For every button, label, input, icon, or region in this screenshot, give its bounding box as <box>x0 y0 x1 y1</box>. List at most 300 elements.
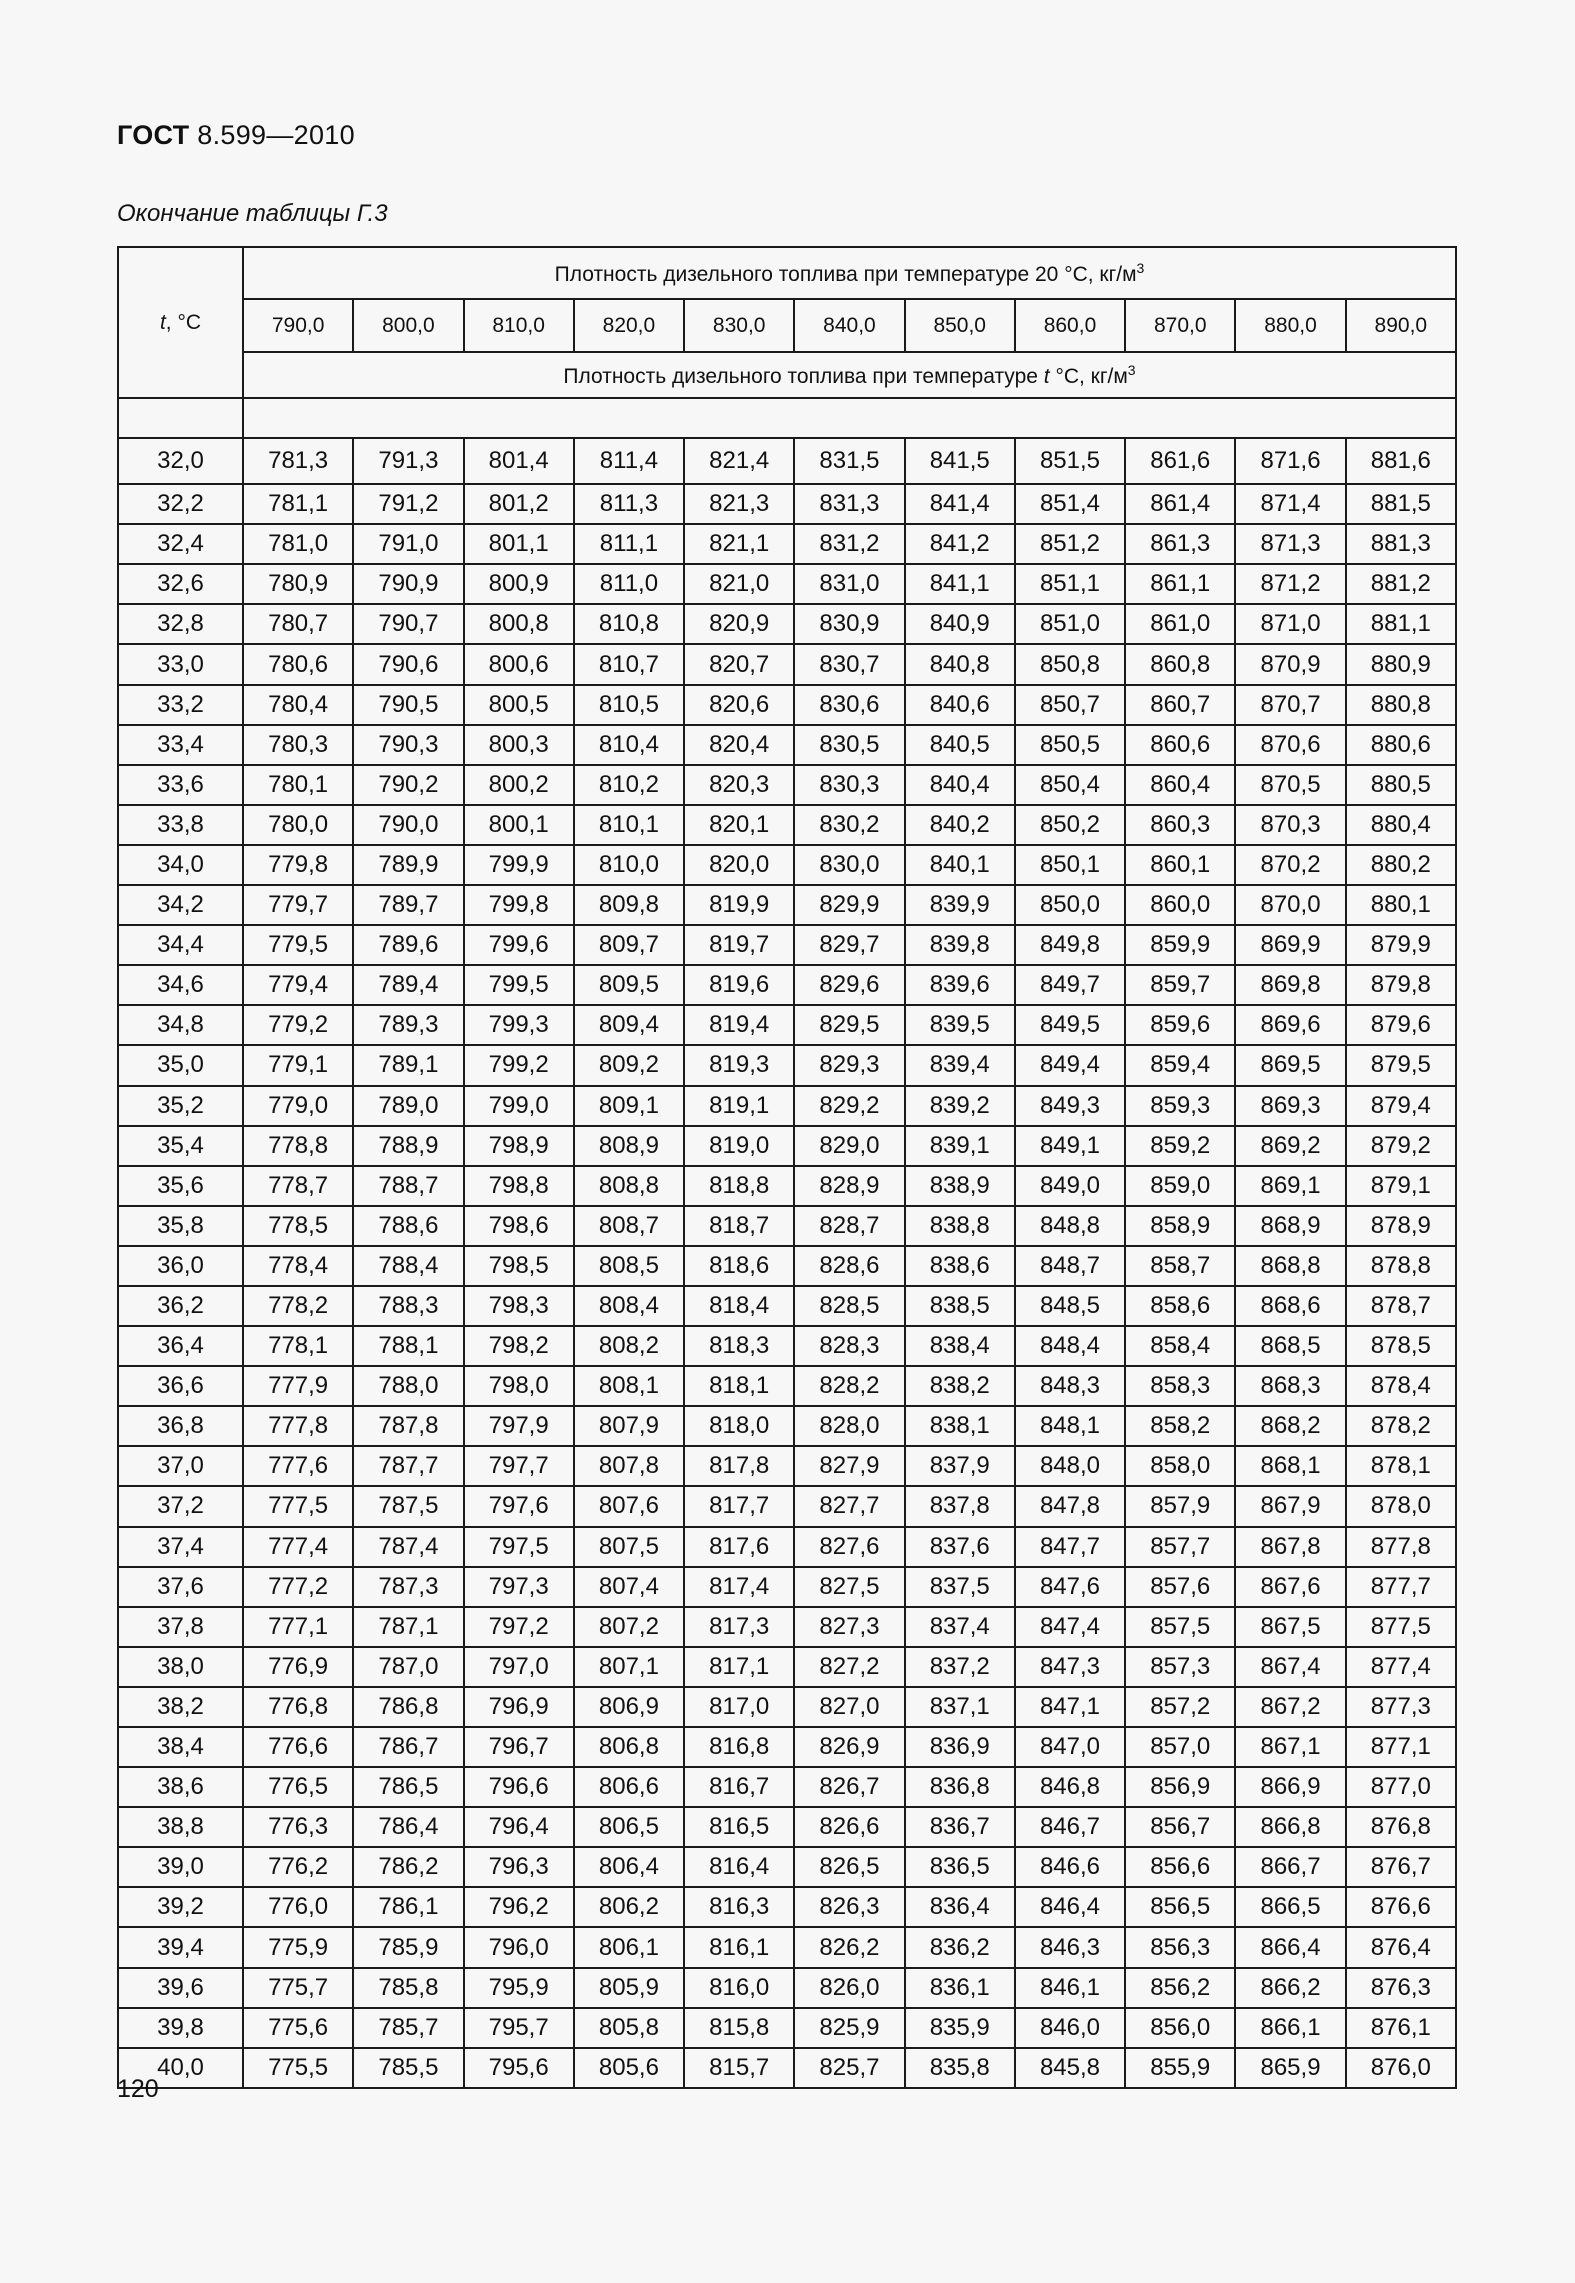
density-cell: 830,9 <box>794 604 904 644</box>
density-cell: 820,0 <box>684 845 794 885</box>
density-cell: 788,7 <box>353 1166 463 1206</box>
density-cell: 800,6 <box>464 644 574 684</box>
density-cell: 799,3 <box>464 1005 574 1045</box>
density-cell: 786,4 <box>353 1807 463 1847</box>
density-cell: 818,4 <box>684 1286 794 1326</box>
density-cell: 780,9 <box>243 564 353 604</box>
density-cell: 869,8 <box>1235 965 1345 1005</box>
density-cell: 846,0 <box>1015 2008 1125 2048</box>
table-row <box>118 1567 1456 1607</box>
density-cell: 808,1 <box>574 1366 684 1406</box>
density-cell: 809,4 <box>574 1005 684 1045</box>
header-gap-row <box>118 398 1456 438</box>
density-cell: 815,8 <box>684 2008 794 2048</box>
density-column-header: 840,0 <box>794 299 904 352</box>
density-cell: 851,4 <box>1015 484 1125 524</box>
density-cell: 841,1 <box>905 564 1015 604</box>
table-row <box>118 1326 1456 1366</box>
density-cell: 856,7 <box>1125 1807 1235 1847</box>
density-cell: 839,2 <box>905 1086 1015 1126</box>
density-cell: 800,5 <box>464 685 574 725</box>
density-cell: 881,2 <box>1346 564 1456 604</box>
density-cell: 859,0 <box>1125 1166 1235 1206</box>
density-cell: 856,6 <box>1125 1847 1235 1887</box>
density-cell: 777,5 <box>243 1486 353 1526</box>
density-cell: 836,5 <box>905 1847 1015 1887</box>
density-cell: 791,3 <box>353 438 463 484</box>
density-cell: 797,7 <box>464 1446 574 1486</box>
density-cell: 877,5 <box>1346 1607 1456 1647</box>
density-cell: 856,9 <box>1125 1767 1235 1807</box>
density-cell: 831,3 <box>794 484 904 524</box>
table-row <box>118 805 1456 845</box>
density-cell: 818,1 <box>684 1366 794 1406</box>
density-cell: 845,8 <box>1015 2048 1125 2088</box>
density-cell: 840,6 <box>905 685 1015 725</box>
temperature-cell: 32,6 <box>118 564 243 604</box>
density-cell: 868,5 <box>1235 1326 1345 1366</box>
density-cell: 795,7 <box>464 2008 574 2048</box>
temperature-cell: 38,0 <box>118 1647 243 1687</box>
temperature-cell: 33,6 <box>118 765 243 805</box>
density-cell: 785,7 <box>353 2008 463 2048</box>
density-cell: 807,9 <box>574 1406 684 1446</box>
density-cell: 779,8 <box>243 845 353 885</box>
density-cell: 858,3 <box>1125 1366 1235 1406</box>
density-cell: 850,0 <box>1015 885 1125 925</box>
density-cell: 878,9 <box>1346 1206 1456 1246</box>
temperature-cell: 36,6 <box>118 1366 243 1406</box>
density-cell: 879,8 <box>1346 965 1456 1005</box>
density-cell: 879,1 <box>1346 1166 1456 1206</box>
table-row <box>118 1807 1456 1847</box>
density-cell: 821,0 <box>684 564 794 604</box>
density-cell: 878,7 <box>1346 1286 1456 1326</box>
density-cell: 860,0 <box>1125 885 1235 925</box>
density-cell: 876,0 <box>1346 2048 1456 2088</box>
density-cell: 776,3 <box>243 1807 353 1847</box>
density-cell: 820,1 <box>684 805 794 845</box>
density-cell: 881,1 <box>1346 604 1456 644</box>
density-cell: 820,3 <box>684 765 794 805</box>
density-cell: 860,3 <box>1125 805 1235 845</box>
density-cell: 858,6 <box>1125 1286 1235 1326</box>
density-cell: 799,8 <box>464 885 574 925</box>
temperature-cell: 33,8 <box>118 805 243 845</box>
density-column-header: 860,0 <box>1015 299 1125 352</box>
density-cell: 847,7 <box>1015 1527 1125 1567</box>
density-cell: 810,7 <box>574 644 684 684</box>
table-row <box>118 564 1456 604</box>
density-cell: 810,2 <box>574 765 684 805</box>
density-cell: 871,4 <box>1235 484 1345 524</box>
density-cell: 780,6 <box>243 644 353 684</box>
density-cell: 835,9 <box>905 2008 1015 2048</box>
density-cell: 860,4 <box>1125 765 1235 805</box>
density-cell: 806,5 <box>574 1807 684 1847</box>
density-cell: 789,6 <box>353 925 463 965</box>
density-cell: 807,4 <box>574 1567 684 1607</box>
density-cell: 851,1 <box>1015 564 1125 604</box>
density-cell: 807,6 <box>574 1486 684 1526</box>
density-cell: 848,5 <box>1015 1286 1125 1326</box>
density-cell: 798,8 <box>464 1166 574 1206</box>
density-cell: 830,5 <box>794 725 904 765</box>
density-cell: 877,3 <box>1346 1687 1456 1727</box>
density-cell: 861,0 <box>1125 604 1235 644</box>
density-cell: 855,9 <box>1125 2048 1235 2088</box>
density-cell: 819,9 <box>684 885 794 925</box>
density-cell: 856,0 <box>1125 2008 1235 2048</box>
density-cell: 867,1 <box>1235 1727 1345 1767</box>
density-cell: 789,4 <box>353 965 463 1005</box>
density-cell: 818,7 <box>684 1206 794 1246</box>
density-cell: 787,8 <box>353 1406 463 1446</box>
document-header <box>117 120 355 151</box>
density-cell: 851,5 <box>1015 438 1125 484</box>
density-cell: 790,2 <box>353 765 463 805</box>
density-cell: 851,2 <box>1015 524 1125 564</box>
density-cell: 861,4 <box>1125 484 1235 524</box>
density-cell: 867,6 <box>1235 1567 1345 1607</box>
density-cell: 837,1 <box>905 1687 1015 1727</box>
temperature-header: t, °С <box>118 247 243 398</box>
density-cell: 849,7 <box>1015 965 1125 1005</box>
density-column-header: 810,0 <box>464 299 574 352</box>
density-cell: 786,8 <box>353 1687 463 1727</box>
table-row <box>118 1607 1456 1647</box>
density-cell: 877,4 <box>1346 1647 1456 1687</box>
density-cell: 860,8 <box>1125 644 1235 684</box>
density-cell: 775,7 <box>243 1968 353 2008</box>
density-cell: 849,1 <box>1015 1126 1125 1166</box>
density-cell: 850,4 <box>1015 765 1125 805</box>
density-cell: 787,4 <box>353 1527 463 1567</box>
density-cell: 856,3 <box>1125 1927 1235 1967</box>
density-cell: 870,7 <box>1235 685 1345 725</box>
density-cell: 866,2 <box>1235 1968 1345 2008</box>
density-cell: 860,7 <box>1125 685 1235 725</box>
density-cell: 820,7 <box>684 644 794 684</box>
density-cell: 866,1 <box>1235 2008 1345 2048</box>
density-cell: 811,3 <box>574 484 684 524</box>
density-cell: 876,6 <box>1346 1887 1456 1927</box>
temperature-cell: 32,8 <box>118 604 243 644</box>
density-cell: 776,5 <box>243 1767 353 1807</box>
density-t-header: Плотность дизельного топлива при температуре t °С, $кг/м^3$ <box>243 352 1456 398</box>
temperature-cell: 37,4 <box>118 1527 243 1567</box>
density-cell: 849,5 <box>1015 1005 1125 1045</box>
temperature-cell: 32,2 <box>118 484 243 524</box>
table-row <box>118 765 1456 805</box>
density-cell: 810,1 <box>574 805 684 845</box>
density-cell: 810,5 <box>574 685 684 725</box>
density-cell: 836,2 <box>905 1927 1015 1967</box>
density-cell: 850,1 <box>1015 845 1125 885</box>
density-cell: 788,0 <box>353 1366 463 1406</box>
density-cell: 801,1 <box>464 524 574 564</box>
table-row <box>118 484 1456 524</box>
temperature-cell: 37,2 <box>118 1486 243 1526</box>
temperature-cell: 39,0 <box>118 1847 243 1887</box>
density-cell: 846,7 <box>1015 1807 1125 1847</box>
density-cell: 839,5 <box>905 1005 1015 1045</box>
density-cell: 880,9 <box>1346 644 1456 684</box>
temperature-cell: 39,6 <box>118 1968 243 2008</box>
page-number: 120 <box>117 2075 159 2103</box>
density-cell: 806,4 <box>574 1847 684 1887</box>
density-cell: 826,0 <box>794 1968 904 2008</box>
density-cell: 795,9 <box>464 1968 574 2008</box>
density-column-header: 870,0 <box>1125 299 1235 352</box>
temperature-cell: 32,0 <box>118 438 243 484</box>
density-cell: 781,3 <box>243 438 353 484</box>
density-cell: 838,1 <box>905 1406 1015 1446</box>
density-cell: 879,5 <box>1346 1045 1456 1085</box>
density-cell: 859,3 <box>1125 1086 1235 1126</box>
table-row <box>118 1486 1456 1526</box>
density-cell: 779,0 <box>243 1086 353 1126</box>
density-cell: 838,5 <box>905 1286 1015 1326</box>
density-cell: 828,5 <box>794 1286 904 1326</box>
density-cell: 849,3 <box>1015 1086 1125 1126</box>
density-cell: 847,8 <box>1015 1486 1125 1526</box>
density-cell: 789,3 <box>353 1005 463 1045</box>
density-cell: 791,0 <box>353 524 463 564</box>
density-cell: 838,6 <box>905 1246 1015 1286</box>
density-cell: 878,2 <box>1346 1406 1456 1446</box>
density-cell: 777,1 <box>243 1607 353 1647</box>
density-cell: 799,5 <box>464 965 574 1005</box>
density-cell: 880,5 <box>1346 765 1456 805</box>
table-row <box>118 685 1456 725</box>
density-cell: 809,7 <box>574 925 684 965</box>
density-cell: 776,2 <box>243 1847 353 1887</box>
density-cell: 789,7 <box>353 885 463 925</box>
density-cell: 776,0 <box>243 1887 353 1927</box>
density-cell: 837,9 <box>905 1446 1015 1486</box>
density-cell: 868,9 <box>1235 1206 1345 1246</box>
density-column-header: 880,0 <box>1235 299 1345 352</box>
density-cell: 808,2 <box>574 1326 684 1366</box>
density-cell: 836,7 <box>905 1807 1015 1847</box>
table-row <box>118 604 1456 644</box>
density-cell: 879,4 <box>1346 1086 1456 1126</box>
density-cell: 841,5 <box>905 438 1015 484</box>
density-cell: 877,0 <box>1346 1767 1456 1807</box>
density-cell: 790,0 <box>353 805 463 845</box>
density-cell: 788,1 <box>353 1326 463 1366</box>
density-cell: 780,0 <box>243 805 353 845</box>
density-cell: 859,7 <box>1125 965 1235 1005</box>
table-row <box>118 1246 1456 1286</box>
density-cell: 846,8 <box>1015 1767 1125 1807</box>
density-cell: 820,6 <box>684 685 794 725</box>
density-cell: 870,5 <box>1235 765 1345 805</box>
density-cell: 808,9 <box>574 1126 684 1166</box>
density-cell: 816,4 <box>684 1847 794 1887</box>
table-row <box>118 644 1456 684</box>
table-row <box>118 1366 1456 1406</box>
density-cell: 876,3 <box>1346 1968 1456 2008</box>
density-cell: 860,6 <box>1125 725 1235 765</box>
table-row <box>118 1647 1456 1687</box>
density-cell: 826,7 <box>794 1767 904 1807</box>
density-cell: 788,4 <box>353 1246 463 1286</box>
table-row <box>118 1166 1456 1206</box>
density-cell: 797,5 <box>464 1527 574 1567</box>
density-cell: 778,1 <box>243 1326 353 1366</box>
density-column-header: 830,0 <box>684 299 794 352</box>
density-cell: 808,4 <box>574 1286 684 1326</box>
density-cell: 827,5 <box>794 1567 904 1607</box>
density-cell: 877,1 <box>1346 1727 1456 1767</box>
density-cell: 880,4 <box>1346 805 1456 845</box>
density-cell: 810,8 <box>574 604 684 644</box>
density-cell: 869,6 <box>1235 1005 1345 1045</box>
density-cell: 790,3 <box>353 725 463 765</box>
density-cell: 830,3 <box>794 765 904 805</box>
density-cell: 816,5 <box>684 1807 794 1847</box>
density-cell: 817,0 <box>684 1687 794 1727</box>
density-cell: 790,5 <box>353 685 463 725</box>
density-cell: 866,8 <box>1235 1807 1345 1847</box>
density-column-header: 850,0 <box>905 299 1015 352</box>
density-cell: 866,5 <box>1235 1887 1345 1927</box>
density-cell: 818,0 <box>684 1406 794 1446</box>
density-cell: 801,2 <box>464 484 574 524</box>
density-cell: 840,8 <box>905 644 1015 684</box>
density-cell: 800,8 <box>464 604 574 644</box>
density-cell: 870,2 <box>1235 845 1345 885</box>
density-cell: 830,7 <box>794 644 904 684</box>
density-cell: 880,2 <box>1346 845 1456 885</box>
density-cell: 779,1 <box>243 1045 353 1085</box>
temperature-cell: 39,4 <box>118 1927 243 1967</box>
density-cell: 859,9 <box>1125 925 1235 965</box>
density-cell: 836,1 <box>905 1968 1015 2008</box>
density-cell: 869,2 <box>1235 1126 1345 1166</box>
density-cell: 868,2 <box>1235 1406 1345 1446</box>
density-cell: 835,8 <box>905 2048 1015 2088</box>
density-cell: 871,6 <box>1235 438 1345 484</box>
density-cell: 866,7 <box>1235 1847 1345 1887</box>
density-cell: 787,3 <box>353 1567 463 1607</box>
density-cell: 817,8 <box>684 1446 794 1486</box>
density-cell: 837,8 <box>905 1486 1015 1526</box>
temperature-cell: 36,0 <box>118 1246 243 1286</box>
density-cell: 831,2 <box>794 524 904 564</box>
density-cell: 881,6 <box>1346 438 1456 484</box>
density-cell: 821,1 <box>684 524 794 564</box>
density-cell: 858,4 <box>1125 1326 1235 1366</box>
density-cell: 847,4 <box>1015 1607 1125 1647</box>
density-cell: 870,3 <box>1235 805 1345 845</box>
density-cell: 870,6 <box>1235 725 1345 765</box>
density-cell: 806,2 <box>574 1887 684 1927</box>
density-cell: 861,1 <box>1125 564 1235 604</box>
density-cell: 826,2 <box>794 1927 904 1967</box>
density-cell: 798,9 <box>464 1126 574 1166</box>
density-cell: 830,0 <box>794 845 904 885</box>
density-cell: 837,5 <box>905 1567 1015 1607</box>
density-cell: 859,2 <box>1125 1126 1235 1166</box>
density-cell: 775,5 <box>243 2048 353 2088</box>
density-cell: 789,0 <box>353 1086 463 1126</box>
density-cell: 857,3 <box>1125 1647 1235 1687</box>
table-row <box>118 1206 1456 1246</box>
density-cell: 867,9 <box>1235 1486 1345 1526</box>
density-cell: 867,4 <box>1235 1647 1345 1687</box>
temperature-cell: 39,8 <box>118 2008 243 2048</box>
density-cell: 849,0 <box>1015 1166 1125 1206</box>
density-cell: 816,7 <box>684 1767 794 1807</box>
density-cell: 837,2 <box>905 1647 1015 1687</box>
density-cell: 787,7 <box>353 1446 463 1486</box>
table-row <box>118 885 1456 925</box>
temperature-cell: 36,4 <box>118 1326 243 1366</box>
density-cell: 775,6 <box>243 2008 353 2048</box>
density-cell: 787,1 <box>353 1607 463 1647</box>
density-cell: 780,3 <box>243 725 353 765</box>
temperature-cell: 37,8 <box>118 1607 243 1647</box>
temperature-cell: 34,8 <box>118 1005 243 1045</box>
density-cell: 798,0 <box>464 1366 574 1406</box>
density-cell: 849,4 <box>1015 1045 1125 1085</box>
table-row <box>118 845 1456 885</box>
density-column-header: 890,0 <box>1346 299 1456 352</box>
density-cell: 789,1 <box>353 1045 463 1085</box>
density-cell: 778,7 <box>243 1166 353 1206</box>
density-cell: 817,7 <box>684 1486 794 1526</box>
table-row <box>118 1727 1456 1767</box>
density-cell: 790,7 <box>353 604 463 644</box>
density-cell: 828,3 <box>794 1326 904 1366</box>
density-cell: 816,8 <box>684 1727 794 1767</box>
density-cell: 846,3 <box>1015 1927 1125 1967</box>
density-cell: 836,8 <box>905 1767 1015 1807</box>
temperature-cell: 36,8 <box>118 1406 243 1446</box>
density-cell: 829,2 <box>794 1086 904 1126</box>
density-cell: 811,1 <box>574 524 684 564</box>
temperature-cell: 35,0 <box>118 1045 243 1085</box>
density-cell: 837,4 <box>905 1607 1015 1647</box>
table-row <box>118 1687 1456 1727</box>
density-cell: 856,5 <box>1125 1887 1235 1927</box>
density-cell: 870,0 <box>1235 885 1345 925</box>
density-cell: 846,6 <box>1015 1847 1125 1887</box>
density-cell: 796,2 <box>464 1887 574 1927</box>
density-cell: 867,5 <box>1235 1607 1345 1647</box>
density-cell: 876,8 <box>1346 1807 1456 1847</box>
density-cell: 880,8 <box>1346 685 1456 725</box>
density-cell: 807,5 <box>574 1527 684 1567</box>
density-cell: 840,4 <box>905 765 1015 805</box>
density-cell: 839,8 <box>905 925 1015 965</box>
density-cell: 798,3 <box>464 1286 574 1326</box>
density-column-header: 790,0 <box>243 299 353 352</box>
density-cell: 836,9 <box>905 1727 1015 1767</box>
density-cell: 779,4 <box>243 965 353 1005</box>
density-cell: 828,0 <box>794 1406 904 1446</box>
density-cell: 848,3 <box>1015 1366 1125 1406</box>
table-row <box>118 1446 1456 1486</box>
density-cell: 796,6 <box>464 1767 574 1807</box>
density-cell: 841,2 <box>905 524 1015 564</box>
density-cell: 866,9 <box>1235 1767 1345 1807</box>
density-cell: 878,5 <box>1346 1326 1456 1366</box>
temperature-cell: 35,8 <box>118 1206 243 1246</box>
